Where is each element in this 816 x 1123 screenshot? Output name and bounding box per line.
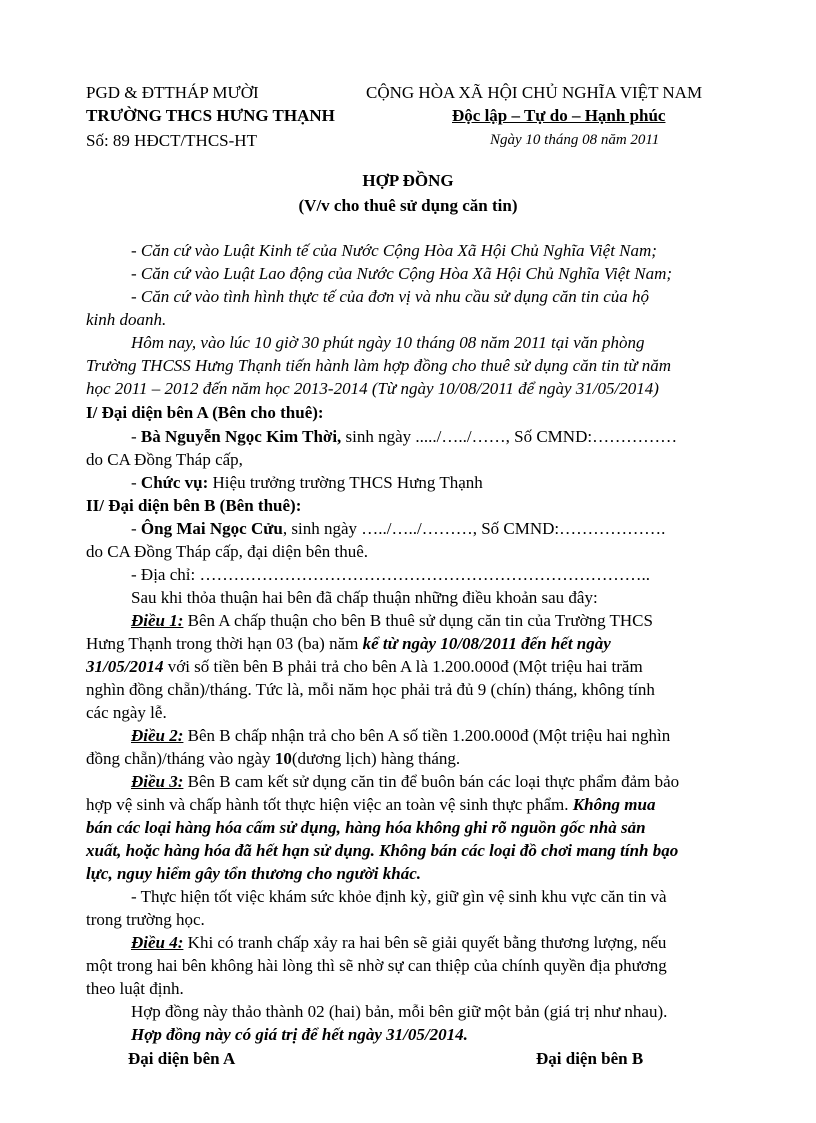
contract-title: HỢP ĐỒNG bbox=[362, 171, 454, 190]
party-a-name: Bà Nguyễn Ngọc Kim Thời, bbox=[140, 427, 342, 446]
party-b-name: Ông Mai Ngọc Cửu bbox=[140, 519, 283, 538]
copies-statement: Hợp đồng này thảo thành 02 (hai) bản, mỗi bên giữ một bản (giá trị như nhau). bbox=[131, 1002, 668, 1021]
party-a-dash: - bbox=[131, 427, 141, 446]
document-date: Ngày 10 tháng 08 năm 2011 bbox=[490, 132, 660, 148]
intro-line-1: Hôm nay, vào lúc 10 giờ 30 phút ngày 10 tháng 08 năm 2011 tại văn phòng bbox=[131, 333, 645, 352]
article-1-text-3b: với số tiền bên B phải trả cho bên A là 1.200.000đ (Một triệu hai trăm bbox=[163, 657, 643, 676]
party-b-issued: do CA Đồng Tháp cấp, đại diện bên thuê. bbox=[86, 542, 369, 561]
party-a-role-value: Hiệu trưởng trường THCS Hưng Thạnh bbox=[208, 473, 483, 492]
party-b-address: - Địa chỉ: …………………………………………………………………….. bbox=[131, 565, 650, 584]
article-3-text-2b: Không mua bbox=[572, 795, 656, 814]
article-3-line-1 bbox=[131, 772, 679, 792]
signature-party-b: Đại diện bên B bbox=[536, 1049, 644, 1068]
party-a-name-line bbox=[131, 427, 677, 447]
article-4-line-3: theo luật định. bbox=[86, 979, 184, 998]
party-a-issued: do CA Đồng Tháp cấp, bbox=[86, 450, 243, 469]
article-3-text-2a: hợp vệ sinh và chấp hành tốt thực hiện việc an toàn vệ sinh thực phẩm. bbox=[86, 795, 573, 814]
article-2-text-2a: đồng chẵn)/tháng vào ngày bbox=[86, 749, 275, 768]
article-2-day: 10 bbox=[274, 749, 292, 768]
article-4-line-2: một trong hai bên không hài lòng thì sẽ nhờ sự can thiệp của chính quyền địa phương bbox=[86, 956, 667, 975]
article-3-line-4: xuất, hoặc hàng hóa đã hết hạn sử dụng. Không bán các loại đồ chơi mang tính bạo bbox=[86, 841, 679, 860]
legal-basis-3: - Căn cứ vào tình hình thực tế của đơn vị và nhu cầu sử dụng căn tin của hộ bbox=[131, 287, 649, 306]
party-b-birth-id: , sinh ngày …../…../………, Số CMND:………………. bbox=[282, 519, 666, 538]
intro-line-2: Trường THCSS Hưng Thạnh tiến hành làm hợp đồng cho thuê sử dụng căn tin từ năm bbox=[86, 356, 672, 375]
article-1-line-1 bbox=[131, 611, 653, 631]
article-3-line-3: bán các loại hàng hóa cấm sử dụng, hàng hóa không ghi rõ nguồn gốc nhà sản bbox=[86, 818, 646, 837]
article-2-text-1: Bên B chấp nhận trả cho bên A số tiền 1.200.000đ (Một triệu hai nghìn bbox=[183, 726, 671, 745]
article-3-line-6: - Thực hiện tốt việc khám sức khỏe định kỳ, giữ gìn vệ sinh khu vực căn tin và bbox=[131, 887, 667, 906]
article-3-line-2 bbox=[86, 795, 655, 815]
document-number: Số: 89 HĐCT/THCS-HT bbox=[86, 131, 257, 150]
article-2-text-2c: (dương lịch) hàng tháng. bbox=[291, 749, 461, 768]
article-2-label: Điều 2: bbox=[131, 726, 184, 745]
national-motto: Độc lập – Tự do – Hạnh phúc bbox=[452, 106, 666, 125]
article-4-line-1 bbox=[131, 933, 666, 953]
contract-subtitle: (V/v cho thuê sử dụng căn tin) bbox=[298, 196, 518, 215]
nation-title: CỘNG HÒA XÃ HỘI CHỦ NGHĨA VIỆT NAM bbox=[366, 83, 703, 102]
article-1-label: Điều 1: bbox=[131, 611, 184, 630]
party-b-name-line: - Ông Mai Ngọc Cửu, sinh ngày …../…../………, Số CMND:………………. bbox=[131, 519, 666, 538]
article-1-text-2b: kể từ ngày 10/08/2011 đến hết ngày bbox=[362, 634, 611, 653]
department-name: PGD & ĐTTHÁP MƯỜI bbox=[86, 83, 259, 102]
article-2-line-2 bbox=[86, 749, 460, 769]
article-1-line-5: các ngày lễ. bbox=[86, 703, 167, 722]
article-4-text-1: Khi có tranh chấp xảy ra hai bên sẽ giải quyết bằng thương lượng, nếu bbox=[183, 933, 667, 952]
article-1-line-4: nghìn đồng chẵn)/tháng. Tức là, mỗi năm học phải trả đủ 9 (chín) tháng, không tính bbox=[86, 680, 655, 699]
party-a-heading: I/ Đại diện bên A (Bên cho thuê): bbox=[86, 403, 324, 422]
article-3-label: Điều 3: bbox=[131, 772, 184, 791]
party-a-role-label: Chức vụ: bbox=[140, 473, 209, 492]
article-4-label: Điều 4: bbox=[131, 933, 184, 952]
intro-line-3: học 2011 – 2012 đến năm học 2013-2014 (Từ ngày 10/08/2011 để ngày 31/05/2014) bbox=[86, 379, 659, 398]
article-2-line-1 bbox=[131, 726, 670, 746]
party-b-heading: II/ Đại diện bên B (Bên thuê): bbox=[86, 496, 302, 515]
article-1-end-date: 31/05/2014 bbox=[86, 657, 164, 676]
legal-basis-3-cont: kinh doanh. bbox=[86, 310, 167, 329]
agreement-intro: Sau khi thỏa thuận hai bên đã chấp thuận những điều khoản sau đây: bbox=[131, 588, 598, 607]
article-1-text-1: Bên A chấp thuận cho bên B thuê sử dụng căn tin của Trường THCS bbox=[183, 611, 653, 630]
article-1-text-2a: Hưng Thạnh trong thời hạn 03 (ba) năm bbox=[86, 634, 363, 653]
signature-party-a: Đại diện bên A bbox=[128, 1049, 236, 1068]
school-name: TRƯỜNG THCS HƯNG THẠNH bbox=[86, 106, 335, 125]
article-3-line-7: trong trường học. bbox=[86, 910, 205, 929]
party-a-role-line: - Chức vụ: Hiệu trưởng trường THCS Hưng Thạnh bbox=[131, 473, 483, 492]
article-3-text-1: Bên B cam kết sử dụng căn tin để buôn bán các loại thực phẩm đảm bảo bbox=[183, 772, 680, 791]
legal-basis-2: - Căn cứ vào Luật Lao động của Nước Cộng Hòa Xã Hội Chủ Nghĩa Việt Nam; bbox=[131, 264, 673, 283]
article-1-line-2 bbox=[86, 634, 611, 654]
legal-basis-1: - Căn cứ vào Luật Kinh tế của Nước Cộng Hòa Xã Hội Chủ Nghĩa Việt Nam; bbox=[131, 241, 657, 260]
validity-statement: Hợp đồng này có giá trị để hết ngày 31/05/2014. bbox=[131, 1025, 468, 1044]
article-3-line-5: lực, nguy hiểm gây tổn thương cho người khác. bbox=[86, 864, 422, 883]
article-1-line-3 bbox=[86, 657, 643, 677]
party-a-birth-id: sinh ngày ...../…../……, Số CMND:…………… bbox=[341, 427, 678, 446]
